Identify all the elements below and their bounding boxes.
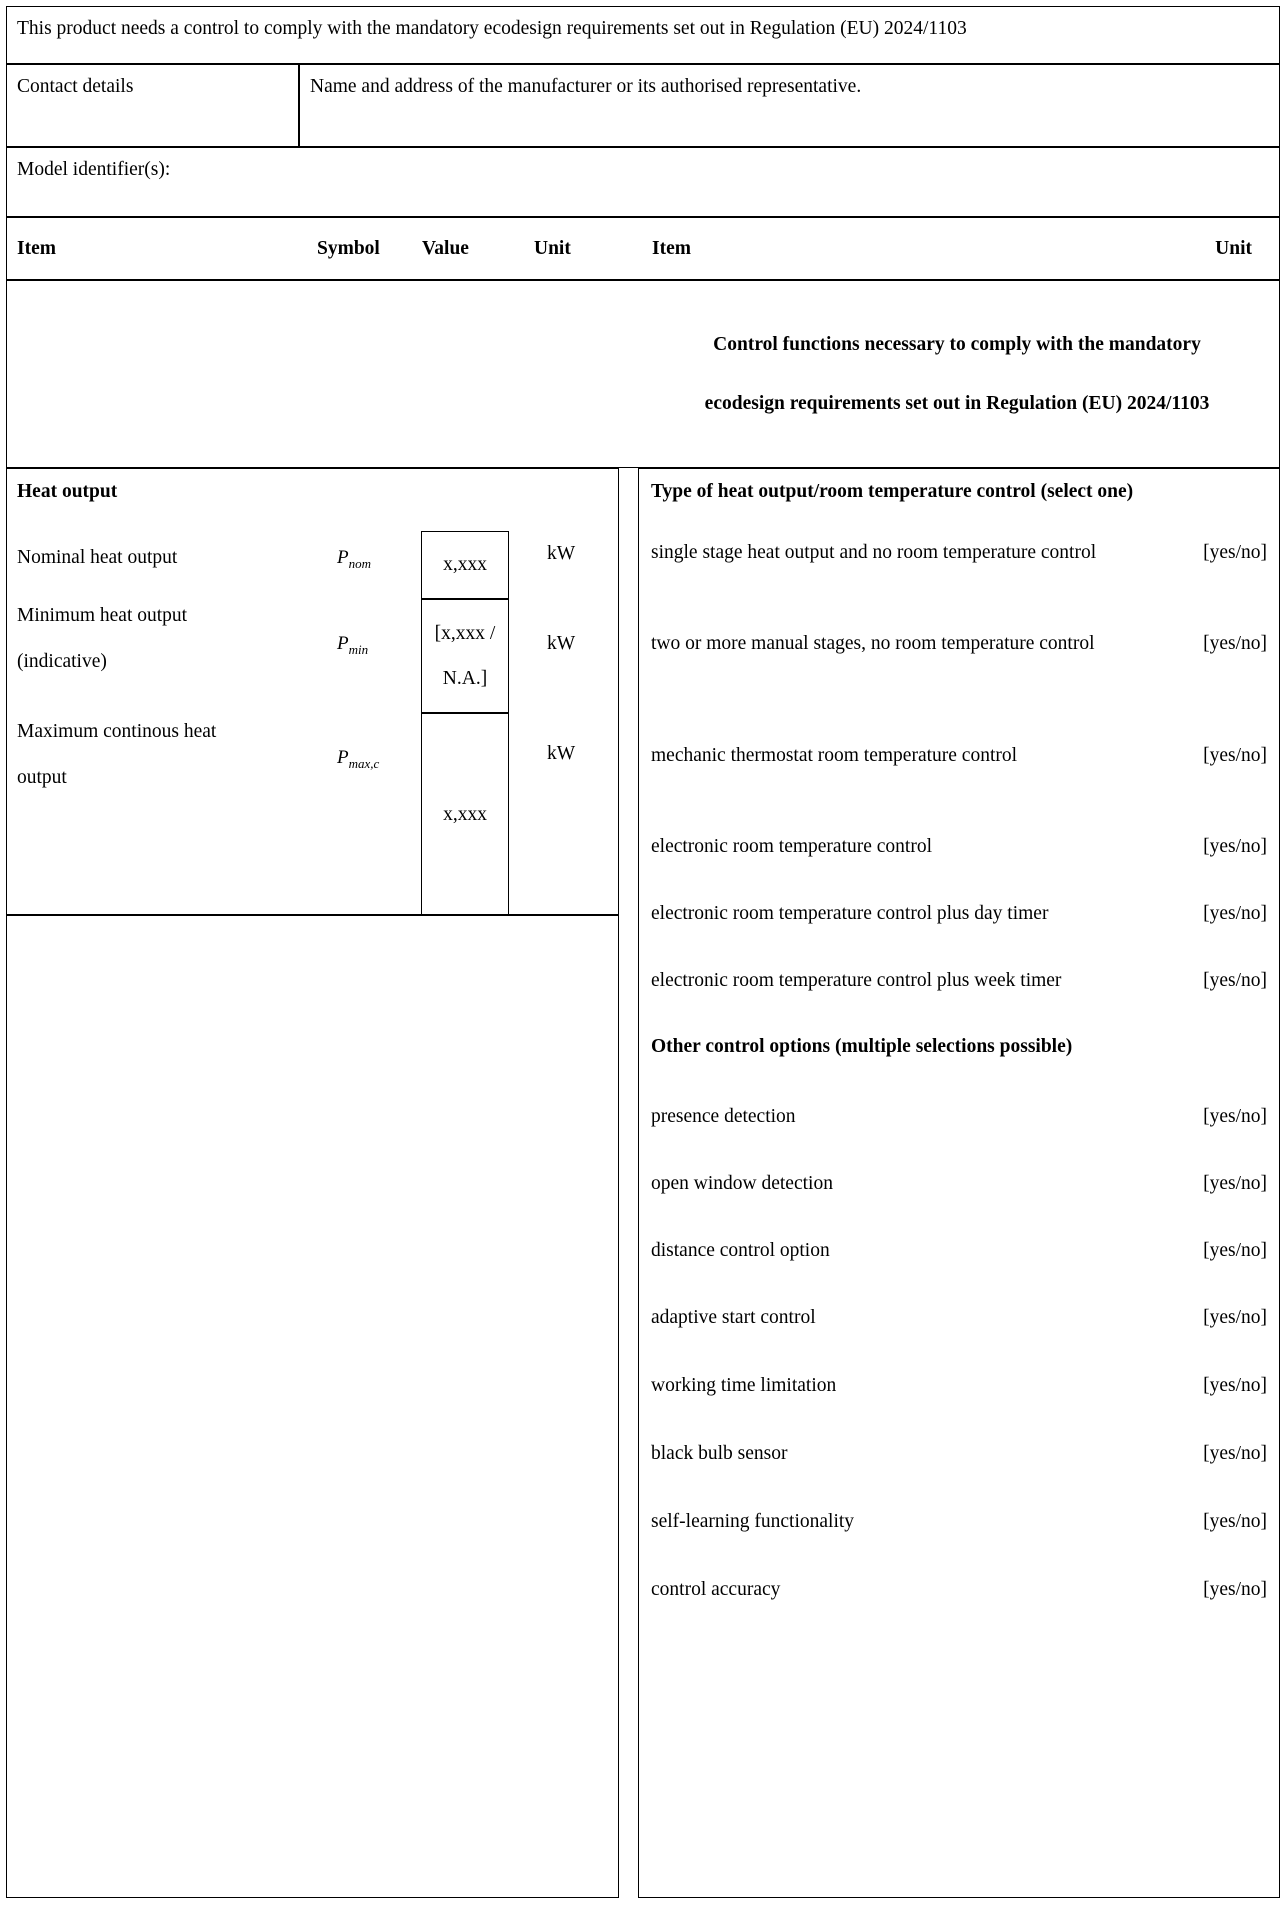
symbol-subscript: max,c: [348, 755, 380, 771]
control-type-item-electronic-week-timer-label: electronic room temperature control plus week timer: [651, 970, 1062, 991]
control-type-item-electronic-label: electronic room temperature control: [651, 836, 932, 857]
symbol-subscript: nom: [348, 555, 371, 571]
control-other-item-open-window-detection-label: open window detection: [651, 1173, 833, 1194]
control-other-item-presence-detection-label: presence detection: [651, 1106, 796, 1127]
heat-row-minimum-label-line1: Minimum heat output: [17, 605, 188, 626]
heat-row-minimum-unit: kW: [547, 633, 576, 654]
control-options-panel: [638, 468, 1280, 1898]
symbol-letter: P: [337, 747, 349, 768]
heat-row-maximum-symbol: [337, 747, 379, 772]
heat-output-title: Heat output: [17, 481, 118, 502]
control-other-item-working-time-limitation-value[interactable]: [yes/no]: [1203, 1375, 1267, 1396]
control-type-item-manual-stages-label: two or more manual stages, no room temperature control: [651, 633, 1095, 654]
control-type-item-electronic-day-timer-label: electronic room temperature control plus day timer: [651, 903, 1049, 924]
control-type-item-electronic-value[interactable]: [yes/no]: [1203, 836, 1267, 857]
header-item-right: Item: [652, 237, 691, 259]
heat-row-nominal-value: x,xxx: [421, 531, 509, 599]
control-other-item-adaptive-start-value[interactable]: [yes/no]: [1203, 1307, 1267, 1328]
control-other-item-adaptive-start-label: adaptive start control: [651, 1307, 816, 1328]
header-unit-right: Unit: [1215, 237, 1252, 259]
heat-row-minimum-label: [17, 601, 337, 677]
control-type-item-single-stage-label: single stage heat output and no room temperature control: [651, 542, 1097, 563]
control-functions-title-row: [6, 280, 1280, 468]
contact-details-label-cell: [6, 64, 299, 147]
heat-row-maximum-label: [17, 717, 337, 793]
heat-row-minimum-symbol: [337, 633, 368, 658]
heat-row-nominal-symbol: [337, 547, 371, 572]
heat-row-minimum-value-line2: N.A.]: [442, 668, 488, 689]
control-functions-title-line1: Control functions necessary to comply with the mandatory: [713, 333, 1201, 355]
regulation-note-text: This product needs a control to comply with the mandatory ecodesign requirements set out in Regulation (EU) 2024/1103: [17, 18, 967, 39]
heat-row-maximum-value: x,xxx: [421, 713, 509, 916]
control-type-heading: Type of heat output/room temperature control (select one): [651, 481, 1134, 502]
contact-details-value: Name and address of the manufacturer or its authorised representative.: [310, 76, 862, 97]
control-type-item-electronic-day-timer-value[interactable]: [yes/no]: [1203, 903, 1267, 924]
heat-row-maximum-label-line1: Maximum continous heat: [17, 721, 217, 742]
heat-row-minimum-label-line2: (indicative): [17, 651, 107, 673]
symbol-letter: P: [337, 547, 349, 568]
control-type-item-mechanic-thermostat-value[interactable]: [yes/no]: [1203, 745, 1267, 766]
heat-output-panel: [6, 468, 619, 915]
control-other-item-control-accuracy-label: control accuracy: [651, 1579, 781, 1600]
control-type-item-manual-stages-value[interactable]: [yes/no]: [1203, 633, 1267, 654]
symbol-letter: P: [337, 633, 349, 654]
control-other-heading: Other control options (multiple selections possible): [651, 1036, 1073, 1057]
control-other-item-distance-control-value[interactable]: [yes/no]: [1203, 1240, 1267, 1261]
control-other-item-self-learning-value[interactable]: [yes/no]: [1203, 1511, 1267, 1532]
control-other-item-open-window-detection-value[interactable]: [yes/no]: [1203, 1173, 1267, 1194]
control-type-item-mechanic-thermostat-label: mechanic thermostat room temperature control: [651, 745, 1018, 766]
heat-row-minimum-value-line1: [x,xxx /: [434, 622, 496, 644]
control-other-item-distance-control-label: distance control option: [651, 1240, 830, 1261]
contact-details-value-cell: [299, 64, 1280, 147]
control-other-item-control-accuracy-value[interactable]: [yes/no]: [1203, 1579, 1267, 1600]
model-identifier-row: [6, 147, 1280, 217]
heat-row-nominal-label: Nominal heat output: [17, 547, 178, 568]
contact-details-label: Contact details: [17, 76, 134, 97]
heat-row-maximum-unit: kW: [547, 743, 576, 764]
control-type-item-electronic-week-timer-value[interactable]: [yes/no]: [1203, 970, 1267, 991]
heat-row-maximum-label-line2: output: [17, 767, 67, 789]
control-other-item-working-time-limitation-label: working time limitation: [651, 1375, 837, 1396]
left-empty-panel: [6, 915, 619, 1898]
header-unit-left: Unit: [534, 237, 571, 259]
heat-row-nominal-unit: kW: [547, 543, 576, 564]
table-header-row: [6, 217, 1280, 280]
symbol-subscript: min: [348, 641, 369, 657]
header-symbol: Symbol: [317, 237, 380, 259]
control-other-item-presence-detection-value[interactable]: [yes/no]: [1203, 1106, 1267, 1127]
control-type-item-single-stage-value[interactable]: [yes/no]: [1203, 542, 1267, 563]
header-value: Value: [422, 237, 469, 259]
model-identifier-label: Model identifier(s):: [17, 159, 171, 180]
control-functions-title-line2: ecodesign requirements set out in Regulation (EU) 2024/1103: [704, 393, 1210, 414]
heat-row-minimum-value: [421, 599, 509, 713]
control-other-item-black-bulb-sensor-value[interactable]: [yes/no]: [1203, 1443, 1267, 1464]
header-item-left: Item: [17, 237, 56, 259]
control-other-item-self-learning-label: self-learning functionality: [651, 1511, 855, 1532]
control-other-item-black-bulb-sensor-label: black bulb sensor: [651, 1443, 788, 1464]
regulation-note-row: [6, 6, 1280, 64]
